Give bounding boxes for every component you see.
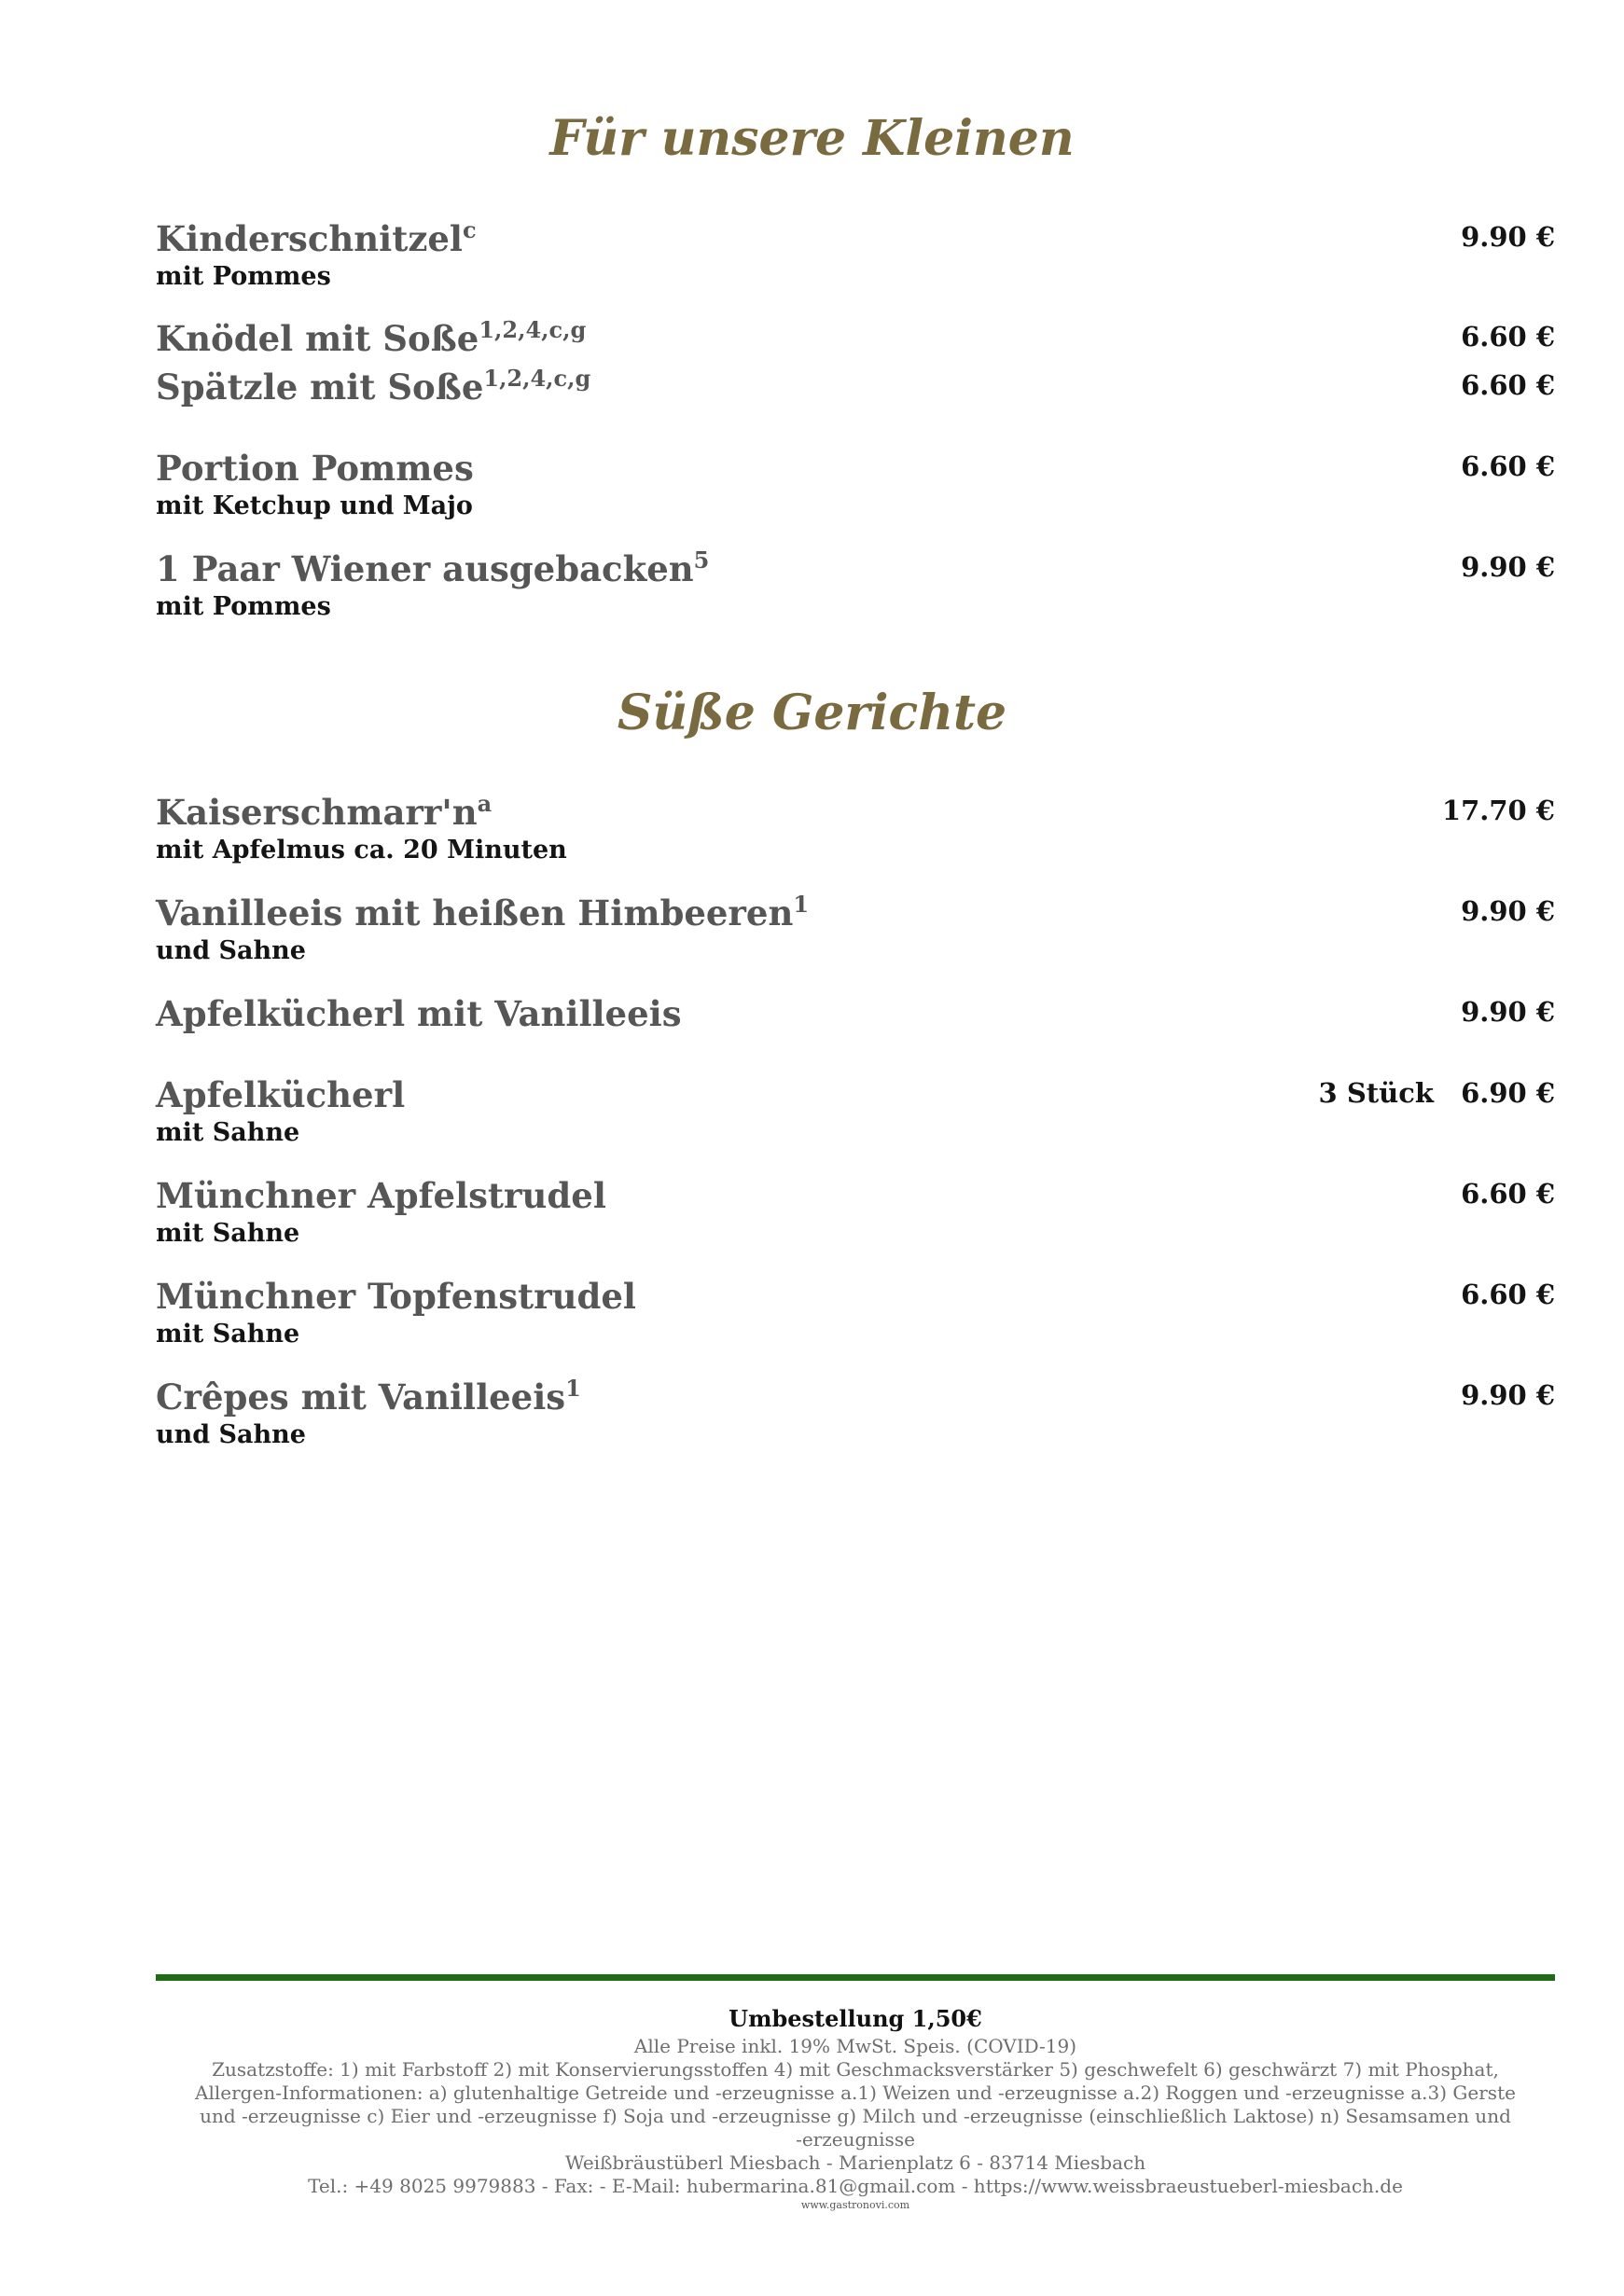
allergens-note-2: und -erzeugnisse c) Eier und -erzeugnisse f) Soja und -erzeugnisse g) Milch und -erzeugnisse (einschließlich Laktose) n) Sesamsamen und xyxy=(200,2105,1511,2127)
menu-item-portion-pommes xyxy=(156,448,1555,522)
item-price: 9.90 € xyxy=(1461,996,1555,1028)
menu-item-knoedel xyxy=(156,318,1555,359)
section-title-sweets: Süße Gerichte xyxy=(617,685,1007,741)
restaurant-address: Weißbräustüberl Miesbach - Marienplatz 6 - 83714 Miesbach xyxy=(564,2151,1146,2174)
item-name: Münchner Apfelstrudel xyxy=(156,1175,606,1216)
item-price: 17.70 € xyxy=(1441,795,1555,826)
menu-item-spaetzle xyxy=(156,367,1555,408)
credit-link[interactable]: www.gastronovi.com xyxy=(800,2199,910,2211)
section-title-kids: Für unsere Kleinen xyxy=(549,110,1075,167)
item-description: mit Apfelmus ca. 20 Minuten xyxy=(156,836,567,864)
item-price: 6.60 € xyxy=(1461,369,1555,401)
item-description: mit Sahne xyxy=(156,1320,300,1349)
item-price: 9.90 € xyxy=(1461,895,1555,927)
item-description: mit Pommes xyxy=(156,262,331,291)
prices-note: Alle Preise inkl. 19% MwSt. Speis. (COVID-19) xyxy=(633,2035,1077,2057)
item-name: Vanilleeis mit heißen Himbeeren$^1$ xyxy=(156,891,810,934)
item-name: Spätzle mit Soße$^{1,2,4,c,g}$ xyxy=(156,365,591,408)
item-name: Portion Pommes xyxy=(156,448,474,489)
item-description: mit Sahne xyxy=(156,1118,300,1147)
item-name: Crêpes mit Vanilleeis$^1$ xyxy=(156,1375,581,1418)
item-name: 1 Paar Wiener ausgebacken$^5$ xyxy=(156,546,710,589)
item-quantity: 3 Stück xyxy=(1318,1077,1434,1109)
item-name: $Kaiserschmarr'n^a$ xyxy=(156,790,493,833)
contact-info: Tel.: +49 8025 9979883 - Fax: - E-Mail: hubermarina.81@gmail.com - https://www.weissbraeustueberl-miesbach.de xyxy=(308,2175,1403,2197)
menu-item-apfelkuecherl xyxy=(156,1074,1555,1149)
item-name: Knödel mit Soße$^{1,2,4,c,g}$ xyxy=(156,316,587,359)
item-price: 9.90 € xyxy=(1461,221,1555,253)
menu-item-apfelkuecherl-vanilleeis xyxy=(156,993,1555,1034)
additives-note: Zusatzstoffe: 1) mit Farbstoff 2) mit Konservierungsstoffen 4) mit Geschmacksverstärker 5) geschwefelt 6) geschwärzt 7) mit Phosphat, xyxy=(212,2058,1499,2081)
allergens-note-3: -erzeugnisse xyxy=(796,2128,915,2151)
item-price: 9.90 € xyxy=(1461,1379,1555,1411)
menu-item-vanilleeis-himbeeren xyxy=(156,892,1555,967)
item-price: 6.60 € xyxy=(1461,450,1555,482)
menu-item-kaiserschmarrn xyxy=(156,792,1555,866)
item-description: und Sahne xyxy=(156,936,306,965)
item-description: mit Ketchup und Majo xyxy=(156,491,473,520)
order-fee: Umbestellung 1,50€ xyxy=(729,2005,982,2032)
item-price: 9.90 € xyxy=(1461,551,1555,583)
item-description: und Sahne xyxy=(156,1420,306,1449)
footer xyxy=(149,2003,1562,2213)
item-price: 6.90 € xyxy=(1461,1077,1555,1109)
item-description: mit Sahne xyxy=(156,1219,300,1248)
item-name: Apfelkücherl mit Vanilleeis xyxy=(156,993,682,1034)
item-price: 6.60 € xyxy=(1461,321,1555,353)
menu-item-apfelstrudel xyxy=(156,1175,1555,1250)
item-price: 6.60 € xyxy=(1461,1178,1555,1210)
item-name: Apfelkücherl xyxy=(156,1074,406,1115)
menu-item-wiener xyxy=(156,548,1555,623)
menu-item-crepes xyxy=(156,1376,1555,1451)
item-name: Kinderschnitzel$^c$ xyxy=(156,216,477,259)
item-price: 6.60 € xyxy=(1461,1279,1555,1310)
menu-item-topfenstrudel xyxy=(156,1276,1555,1350)
item-description: mit Pommes xyxy=(156,592,331,621)
item-name: Münchner Topfenstrudel xyxy=(156,1276,636,1317)
footer-divider xyxy=(156,1974,1555,1981)
menu-item-kinderschnitzel xyxy=(156,218,1555,293)
allergens-note-1: Allergen-Informationen: a) glutenhaltige Getreide und -erzeugnisse a.1) Weizen und -erzeugnisse a.2) Roggen und -erzeugnisse a.3) Gerste xyxy=(195,2082,1516,2104)
